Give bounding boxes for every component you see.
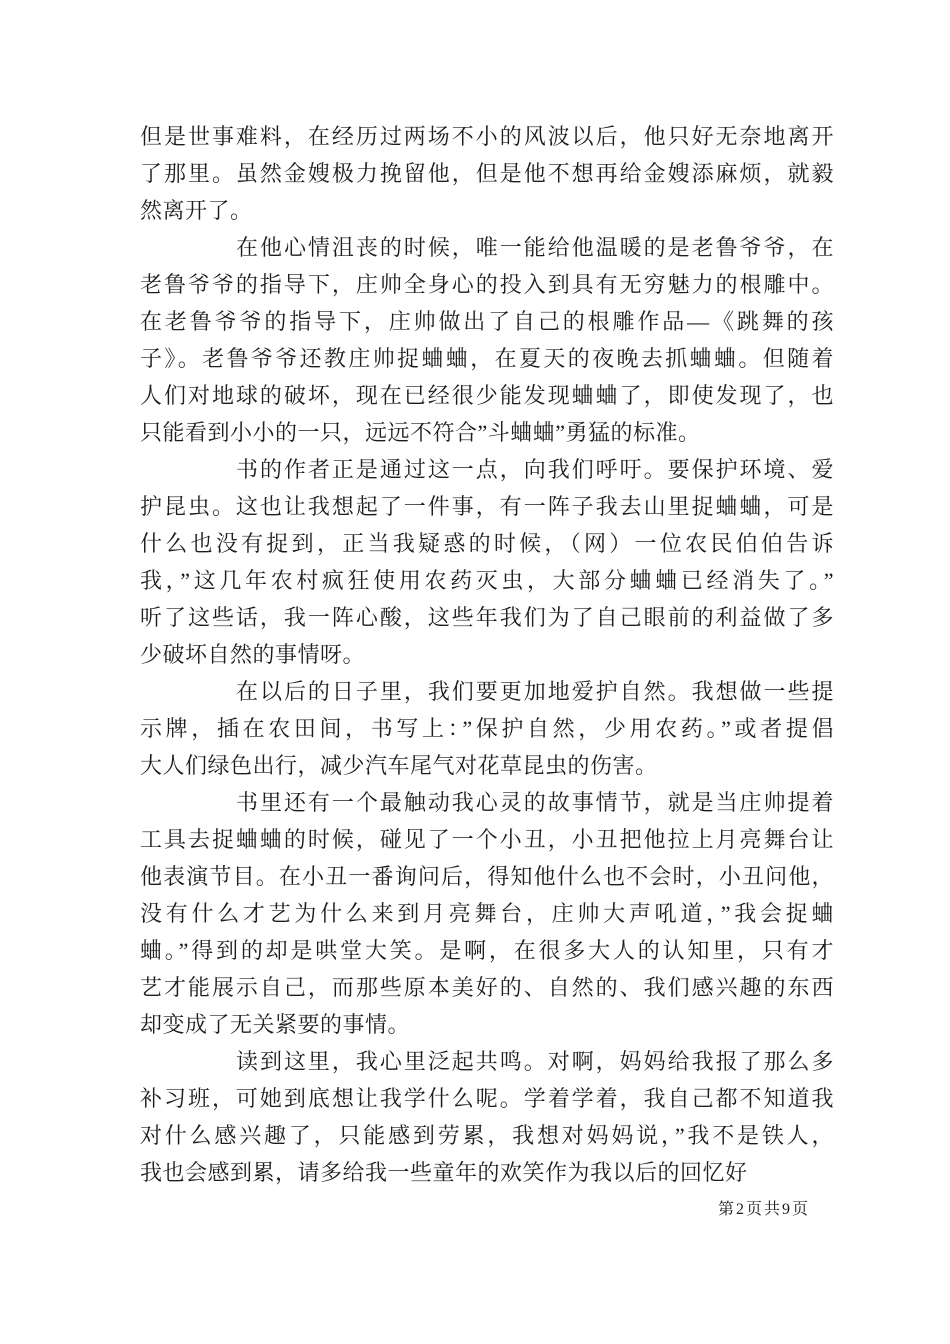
text-line: 了那里。虽然金嫂极力挽留他，但是他不想再给金嫂添麻烦，就毅 [140, 161, 834, 186]
text-line: 听了这些话，我一阵心酸，这些年我们为了自己眼前的利益做了多 [140, 605, 834, 630]
text-line: 什么也没有捉到，正当我疑惑的时候，（网）一位农民伯伯告诉 [140, 531, 834, 556]
text-line: 只能看到小小的一只，远远不符合”斗蛐蛐”勇猛的标准。 [140, 420, 701, 445]
text-line: 他表演节目。在小丑一番询问后，得知他什么也不会时，小丑问他， [140, 864, 834, 889]
text-line: 在老鲁爷爷的指导下，庄帅做出了自己的根雕作品—《跳舞的孩 [140, 309, 834, 334]
text-line: 工具去捉蛐蛐的时候，碰见了一个小丑，小丑把他拉上月亮舞台让 [140, 827, 834, 852]
text-line: 子》。老鲁爷爷还教庄帅捉蛐蛐，在夏天的夜晚去抓蛐蛐。但随着 [140, 346, 834, 371]
paragraph [140, 229, 834, 451]
paragraph [140, 784, 834, 1043]
page-number-footer: 第2页共9页 [717, 1201, 810, 1218]
text-line: 补习班，可她到底想让我学什么呢。学着学着，我自己都不知道我 [140, 1086, 834, 1111]
text-line: 人们对地球的破坏，现在已经很少能发现蛐蛐了，即使发现了，也 [140, 383, 834, 408]
paragraph [140, 118, 834, 229]
text-line: 我，”这几年农村疯狂使用农药灭虫，大部分蛐蛐已经消失了。” [140, 568, 834, 593]
text-line: 艺才能展示自己，而那些原本美好的、自然的、我们感兴趣的东西 [140, 975, 834, 1000]
text-line: 书里还有一个最触动我心灵的故事情节，就是当庄帅提着 [236, 790, 834, 815]
paragraph [140, 1043, 834, 1191]
text-line: 却变成了无关紧要的事情。 [140, 1012, 411, 1037]
text-line: 老鲁爷爷的指导下，庄帅全身心的投入到具有无穷魅力的根雕中。 [140, 272, 834, 297]
text-line: 护昆虫。这也让我想起了一件事，有一阵子我去山里捉蛐蛐，可是 [140, 494, 834, 519]
text-line: 但是世事难料，在经历过两场不小的风波以后，他只好无奈地离开 [140, 124, 834, 149]
text-line: 少破坏自然的事情呀。 [140, 642, 366, 667]
text-line: 在以后的日子里，我们要更加地爱护自然。我想做一些提 [236, 679, 834, 704]
text-line: 没有什么才艺为什么来到月亮舞台，庄帅大声吼道，”我会捉蛐 [140, 901, 834, 926]
text-line: 在他心情沮丧的时候，唯一能给他温暖的是老鲁爷爷，在 [236, 235, 834, 260]
text-line: 大人们绿色出行，减少汽车尾气对花草昆虫的伤害。 [140, 753, 658, 778]
text-line: 示牌，插在农田间，书写上：”保护自然，少用农药。”或者提倡 [140, 716, 834, 741]
paragraph [140, 673, 834, 784]
document-body [140, 118, 834, 1191]
paragraph [140, 451, 834, 673]
text-line: 对什么感兴趣了，只能感到劳累，我想对妈妈说，”我不是铁人， [140, 1123, 834, 1148]
text-line: 读到这里，我心里泛起共鸣。对啊，妈妈给我报了那么多 [236, 1049, 834, 1074]
text-line: 我也会感到累，请多给我一些童年的欢笑作为我以后的回忆好 [140, 1160, 748, 1185]
text-line: 然离开了。 [140, 198, 253, 223]
text-line: 蛐。”得到的却是哄堂大笑。是啊，在很多大人的认知里，只有才 [140, 938, 834, 963]
text-line: 书的作者正是通过这一点，向我们呼吁。要保护环境、爱 [236, 457, 834, 482]
